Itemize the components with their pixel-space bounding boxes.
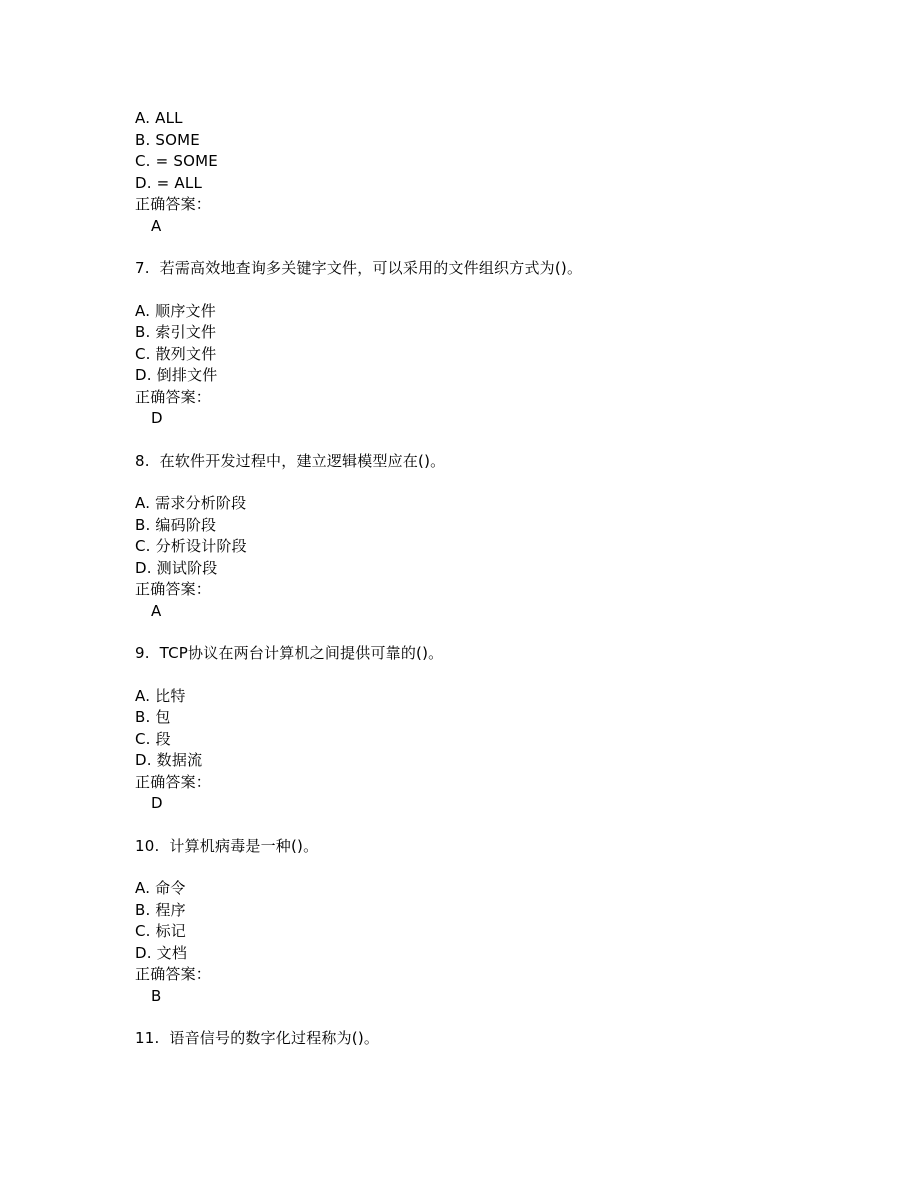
question-text: 10. 计算机病毒是一种()。 <box>135 836 319 855</box>
option-a: A. 需求分析阶段 <box>135 494 247 512</box>
question-block-6 <box>135 108 835 237</box>
option-a: A. 顺序文件 <box>135 301 216 320</box>
question-block-8 <box>135 451 835 623</box>
question-text: 7. 若需高效地查询多关键字文件，可以采用的文件组织方式为()。 <box>135 259 583 277</box>
question-text: 11. 语音信号的数字化过程称为()。 <box>135 1029 380 1047</box>
answer-value: A <box>151 601 162 620</box>
answer-value: D <box>151 794 163 812</box>
answer-label: 正确答案： <box>135 580 212 598</box>
option-c: C. 标记 <box>135 922 187 940</box>
option-d: D. 文档 <box>135 943 188 962</box>
question-block-7 <box>135 258 835 430</box>
option-b: B. 编码阶段 <box>135 515 217 534</box>
answer-value: B <box>151 986 162 1005</box>
question-text: 9. TCP协议在两台计算机之间提供可靠的()。 <box>135 644 444 662</box>
option-b: B. SOME <box>135 130 200 149</box>
option-c: C. = SOME <box>135 152 218 170</box>
document-page <box>135 108 835 1050</box>
option-d: D. 测试阶段 <box>135 558 218 577</box>
option-b: B. 程序 <box>135 900 186 919</box>
option-c: C. 散列文件 <box>135 344 217 363</box>
question-text: 8. 在软件开发过程中，建立逻辑模型应在()。 <box>135 451 446 470</box>
option-d: D. = ALL <box>135 173 202 192</box>
answer-label: 正确答案： <box>135 195 212 213</box>
option-b: B. 索引文件 <box>135 323 217 341</box>
answer-label: 正确答案： <box>135 965 212 983</box>
option-d: D. 倒排文件 <box>135 366 218 384</box>
option-a: A. 比特 <box>135 686 186 705</box>
answer-label: 正确答案： <box>135 772 212 791</box>
option-c: C. 分析设计阶段 <box>135 537 247 555</box>
option-a: A. 命令 <box>135 879 186 897</box>
answer-value: D <box>151 409 163 427</box>
question-block-9 <box>135 643 835 815</box>
option-c: C. 段 <box>135 729 171 748</box>
option-a: A. ALL <box>135 109 183 127</box>
answer-label: 正确答案： <box>135 387 212 406</box>
option-b: B. 包 <box>135 708 171 726</box>
option-d: D. 数据流 <box>135 751 203 769</box>
question-block-10 <box>135 836 835 1008</box>
answer-value: A <box>151 216 162 235</box>
question-block-11 <box>135 1028 835 1050</box>
